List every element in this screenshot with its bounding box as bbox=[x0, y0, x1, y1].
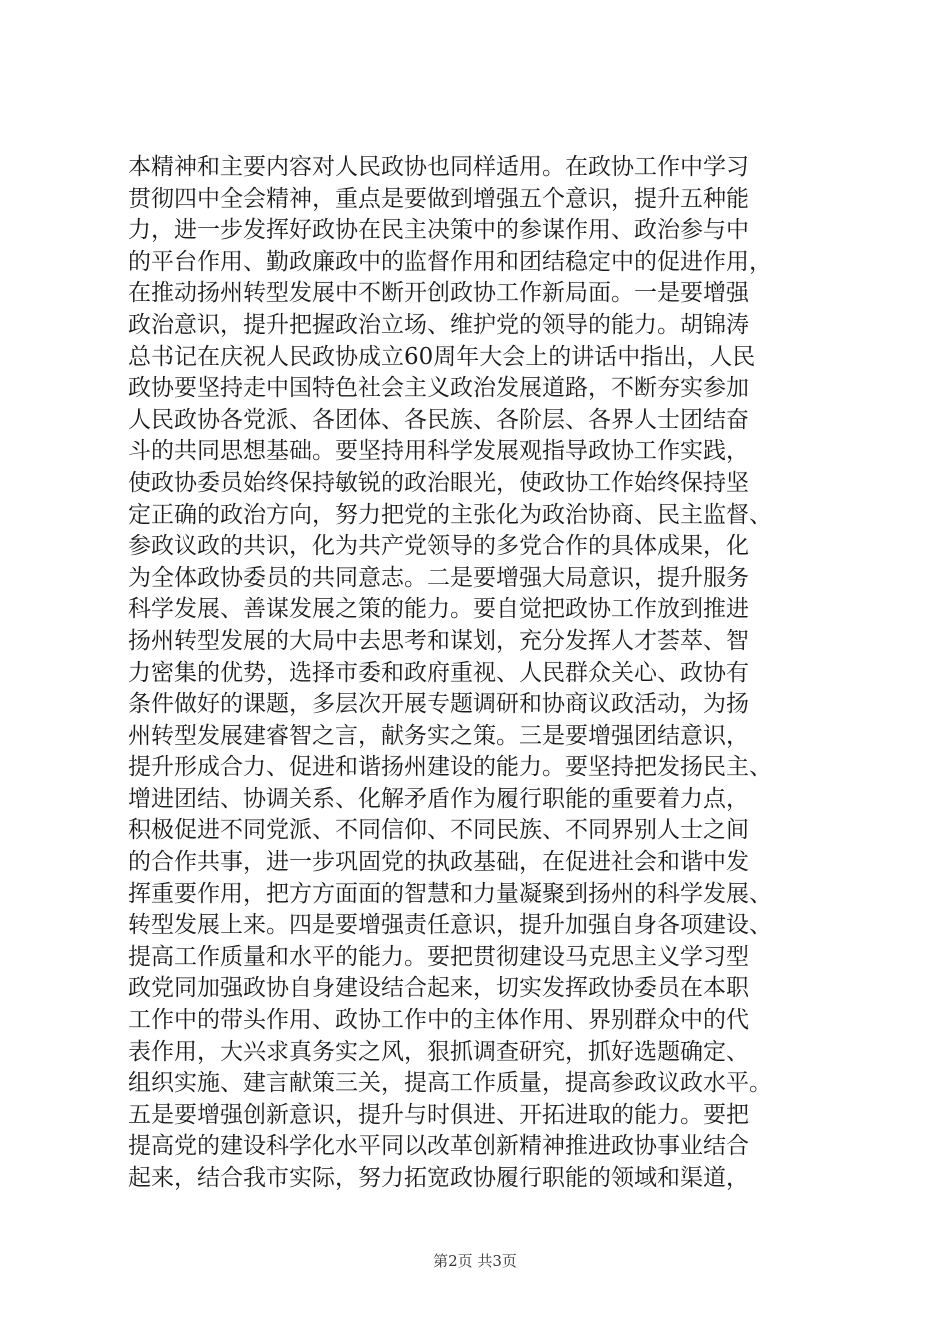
text-line: 政治意识，提升把握政治立场、维护党的领导的能力。胡锦涛 bbox=[128, 311, 749, 338]
text-line: 使政协委员始终保持敏锐的政治眼光，使政协工作始终保持坚 bbox=[128, 469, 749, 496]
text-line: 提高党的建设科学化水平同以改革创新精神推进政协事业结合 bbox=[128, 1133, 749, 1160]
text-line: 扬州转型发展的大局中去思考和谋划，充分发挥人才荟萃、智 bbox=[128, 627, 749, 654]
text-line: 定正确的政治方向，努力把党的主张化为政治协商、民主监督、 bbox=[128, 501, 772, 528]
text-line: 政协要坚持走中国特色社会主义政治发展道路，不断夯实参加 bbox=[128, 375, 749, 402]
text-line: 积极促进不同党派、不同信仰、不同民族、不同界别人士之间 bbox=[128, 817, 749, 844]
text-line: 斗的共同思想基础。要坚持用科学发展观指导政协工作实践， bbox=[128, 438, 749, 465]
text-line: 工作中的带头作用、政协工作中的主体作用、界别群众中的代 bbox=[128, 1007, 749, 1034]
text-line: 表作用，大兴求真务实之风，狠抓调查研究，抓好选题确定、 bbox=[128, 1038, 749, 1065]
text-line: 州转型发展建睿智之言，献务实之策。三是要增强团结意识， bbox=[128, 722, 749, 749]
text-line: 力密集的优势，选择市委和政府重视、人民群众关心、政协有 bbox=[128, 659, 749, 686]
body-text bbox=[128, 152, 840, 1195]
text-line: 为全体政协委员的共同意志。二是要增强大局意识，提升服务 bbox=[128, 564, 749, 591]
text-line: 总书记在庆祝人民政协成立60周年大会上的讲话中指出，人民 bbox=[128, 343, 756, 370]
text-line: 挥重要作用，把方方面面的智慧和力量凝聚到扬州的科学发展、 bbox=[128, 880, 772, 907]
text-line: 政党同加强政协自身建设结合起来，切实发挥政协委员在本职 bbox=[128, 975, 749, 1002]
text-line: 条件做好的课题，多层次开展专题调研和协商议政活动，为扬 bbox=[128, 691, 749, 718]
text-line: 提高工作质量和水平的能力。要把贯彻建设马克思主义学习型 bbox=[128, 943, 749, 970]
text-line: 力，进一步发挥好政协在民主决策中的参谋作用、政治参与中 bbox=[128, 217, 749, 244]
text-line: 的合作共事，进一步巩固党的执政基础，在促进社会和谐中发 bbox=[128, 849, 749, 876]
page-footer: 第2页 共3页 bbox=[433, 1252, 517, 1270]
text-line: 本精神和主要内容对人民政协也同样适用。在政协工作中学习 bbox=[128, 154, 749, 180]
text-line: 组织实施、建言献策三关，提高工作质量，提高参政议政水平。 bbox=[128, 1070, 772, 1097]
text-line: 参政议政的共识，化为共产党领导的多党合作的具体成果，化 bbox=[128, 533, 749, 560]
text-line: 提升形成合力、促进和谐扬州建设的能力。要坚持把发扬民主、 bbox=[128, 754, 772, 781]
text-line: 起来，结合我市实际，努力拓宽政协履行职能的领域和渠道， bbox=[128, 1165, 749, 1191]
text-line: 科学发展、善谋发展之策的能力。要自觉把政协工作放到推进 bbox=[128, 596, 749, 623]
text-line: 的平台作用、勤政廉政中的监督作用和团结稳定中的促进作用， bbox=[128, 248, 772, 275]
text-line: 五是要增强创新意识，提升与时俱进、开拓进取的能力。要把 bbox=[128, 1101, 749, 1128]
text-line: 转型发展上来。四是要增强责任意识，提升加强自身各项建设、 bbox=[128, 912, 772, 939]
text-line: 在推动扬州转型发展中不断开创政协工作新局面。一是要增强 bbox=[128, 280, 749, 307]
text-line: 人民政协各党派、各团体、各民族、各阶层、各界人士团结奋 bbox=[128, 406, 749, 433]
text-line: 增进团结、协调关系、化解矛盾作为履行职能的重要着力点， bbox=[128, 785, 749, 812]
text-line: 贯彻四中全会精神，重点是要做到增强五个意识，提升五种能 bbox=[128, 185, 749, 212]
